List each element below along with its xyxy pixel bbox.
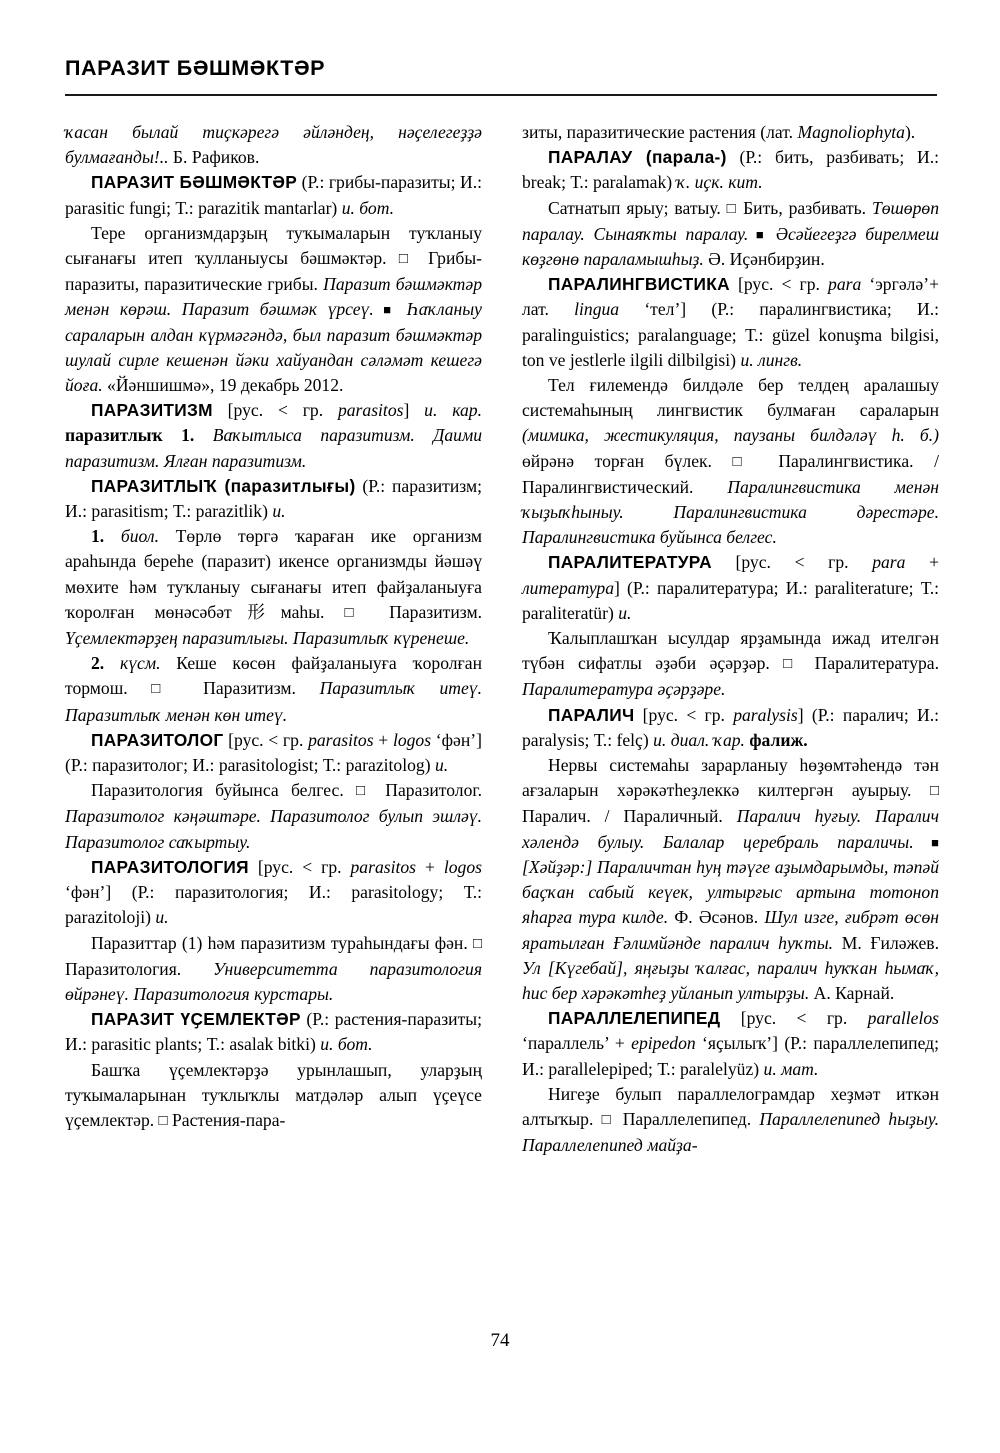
entry-block xyxy=(65,728,482,778)
entry-block xyxy=(65,398,482,474)
text-run: Башҡа үҫемлектәрҙә урынлашып, уларҙың туҡымаларынан туҡлыҡлы матдәләр алып үҫеүсе үҫемлектәр. xyxy=(65,1059,482,1130)
text-run: Паразитология. xyxy=(65,958,214,979)
entry-block xyxy=(522,272,939,373)
text-run: [рус. < гр. xyxy=(248,856,351,877)
text-run: (Р.: бить, разбивать; И.: break; Т.: paralamak) xyxy=(522,147,939,193)
text-run: Бить, разбивать. xyxy=(737,197,872,218)
entry-block xyxy=(65,524,482,651)
text-run: Паразит бәшмәктәр менән көрәш. Паразит бәшмәк үрсеү. xyxy=(65,274,482,320)
entry-block xyxy=(65,1058,482,1135)
headword: ПАРАЗИТОЛОГИЯ xyxy=(91,856,249,877)
text-run: биол. xyxy=(104,526,159,547)
text-run: □ xyxy=(732,453,758,470)
text-run: □ xyxy=(601,1111,615,1128)
text-run: ‘яҫылыҡ’] (Р.: параллелепипед; И.: parallelepiped; Т.: paralelyüz) xyxy=(522,1033,939,1079)
text-run: Паралич. / Параличный. xyxy=(522,806,737,827)
text-run: зиты, паразитические растения (лат. xyxy=(522,122,798,142)
text-run: ] xyxy=(403,400,425,421)
text-run: [рус. < гр. xyxy=(223,729,309,750)
text-run: Кеше көсөн файҙаланыуға ҡоролған тормош. xyxy=(65,653,482,699)
text-run: Шул изге, ғибрәт өсөн яратылған Ғәлимйәнде паралич һуҡты. xyxy=(522,907,939,953)
text-run: Паразиттар (1) һәм паразитизм тураһындағы фән. xyxy=(91,932,473,953)
text-run: и. xyxy=(155,907,169,928)
text-run: Паралитература. xyxy=(801,653,940,674)
text-run: Паралитература әҫәрҙәре. xyxy=(522,679,726,700)
entry-block xyxy=(522,1006,939,1082)
text-run: para xyxy=(872,552,906,573)
headword: ПАРАЛИЧ xyxy=(548,704,635,725)
text-run: (мимика, жестикуляция, паузаны билдәләү һ. б.) xyxy=(522,425,939,446)
text-run: и. xyxy=(434,755,449,776)
text-run: + xyxy=(905,552,939,573)
text-run: Ул [Күгебай], яңғыҙы ҡалғас, паралич һуҡҡан һымаҡ, һис бер хәрәкәтһеҙ уйланып ултырҙы. xyxy=(522,957,939,1003)
text-run: и. xyxy=(272,501,286,522)
text-run: Нервы системаһы зарарланыу һөҙөмтәһендә тән ағзаларын хәрәкәтһеҙлеккә килтергән ауырыу. xyxy=(522,755,939,801)
text-run: □ xyxy=(151,681,180,698)
running-head: ПАРАЗИТ БӘШМӘКТӘР xyxy=(65,56,326,80)
text-run: Параллелепипед. xyxy=(614,1108,760,1129)
text-run: ■ xyxy=(913,834,939,850)
text-run: Нигеҙе булып параллелограмдар хеҙмәт иткән алтыҡыр. xyxy=(522,1083,939,1129)
headword: ПАРАЛАУ (парала-) xyxy=(548,147,727,168)
text-run: parasitos xyxy=(350,856,417,877)
text-run: М. Ғиләжев. xyxy=(833,932,939,953)
entry-block xyxy=(522,626,939,703)
text-run: parasitos xyxy=(337,400,404,421)
page-number: 74 xyxy=(490,1330,510,1351)
text-run: Грибы-паразиты, паразитические грибы. xyxy=(65,248,482,295)
text-run: Тел ғилемендә билдәле бер телдең аралашыу системаһының лингвистик булмаған сараларын xyxy=(522,375,939,421)
two-column-body xyxy=(65,120,940,1305)
text-run: □ xyxy=(398,251,416,268)
text-run: ] (Р.: паралич; И.: paralysis; Т.: felç) xyxy=(522,704,939,750)
text-run: өйрәнә торған бүлек. xyxy=(522,450,733,471)
text-run: ■ xyxy=(748,226,776,242)
text-run: Төрлө төргә ҡараған ике организм араһында береһе (паразит) икенсе организмды йәшәү мөхите һәм туҡланыу сығанағы итеп файҙаланыуға ҡоролған мөнәсәбәт形маһы. xyxy=(65,526,482,622)
text-run: Растения-пара- xyxy=(167,1109,286,1130)
text-run: lingua xyxy=(574,299,620,320)
text-run: и. лингв. xyxy=(740,349,803,370)
text-run: Паралич һуғыу. Паралич хәлендә булыу. Балалар церебраль параличы. xyxy=(522,806,939,852)
text-run: parasitos xyxy=(308,729,374,750)
text-run: ‘тел’] (Р.: паралингвистика; И.: paralinguistics; paralanguage; Т.: güzel konuşma bilgisi, ton ve jestlerle ilgili dilbilgisi) xyxy=(522,299,939,370)
text-run: Ә. Иҫәнбирҙин. xyxy=(703,249,825,270)
text-run: □ xyxy=(344,604,370,621)
left-text-column xyxy=(65,120,482,1305)
entry-block xyxy=(522,373,939,550)
entry-block xyxy=(522,145,939,195)
entry-block xyxy=(522,1082,939,1159)
text-run: Паразитизм. xyxy=(369,601,482,622)
text-run: А. Карнай. xyxy=(809,982,895,1003)
text-run: ). xyxy=(904,122,916,142)
text-run: logos xyxy=(392,729,432,750)
headword: ПАРАЗИТ БӘШМӘКТӘР xyxy=(91,172,298,193)
headword: ПАРАЛИНГВИСТИКА xyxy=(548,274,730,295)
text-run: ‘фән’] (Р.: паразитология; И.: parasitology; Т.: parazitoloji) xyxy=(65,882,482,928)
text-run: паразитлыҡ 1. xyxy=(65,425,195,446)
text-run: 2. xyxy=(91,653,105,674)
entry-block xyxy=(522,120,939,145)
text-run: Һаҡланыу сараларын алдан күрмәгәндә, был паразит бәшмәктәр шулай сирле кешенән йәки хайуандан сәләмәт кешегә йоға. xyxy=(65,299,482,396)
text-run: Ф. Әсәнов. xyxy=(668,907,765,928)
headword: ПАРАЗИТЛЫҠ (паразитлығы) xyxy=(91,475,356,496)
text-run: Әсәйегеҙгә бирелмеш көҙгөнө параламышһыҙ. xyxy=(522,223,939,270)
text-run: «Йәншишмә», 19 декабрь 2012. xyxy=(102,375,344,396)
headword: ПАРАЗИТИЗМ xyxy=(91,400,213,421)
text-run: Ҡалыплашҡан ысулдар ярҙамында ижад ителгән түбән сифатлы әҙәби әҫәрҙәр. xyxy=(522,628,939,674)
text-run: ҡ. иҫк. кит. xyxy=(676,172,763,193)
text-run: Ваҡытлыса паразитизм. Даими паразитизм. Ялған паразитизм. xyxy=(65,425,482,471)
text-run: Университетта паразитология өйрәнеү. Паразитология курстары. xyxy=(65,958,483,1004)
entry-block xyxy=(65,120,482,170)
entry-block xyxy=(522,550,939,626)
text-run: фалиж. xyxy=(744,729,808,750)
text-run: Паразитология буйынса белгес. xyxy=(91,780,357,801)
text-run: [рус. < гр. xyxy=(729,274,829,295)
text-run: күсм. xyxy=(104,653,161,674)
text-run: [рус. < гр. xyxy=(711,552,873,573)
text-run: □ xyxy=(356,783,373,800)
text-run: 1. xyxy=(91,526,105,547)
text-run: Б. Рафиков. xyxy=(168,147,260,168)
text-run: Паразитлыҡ итеү. Паразитлыҡ менән көн итеү. xyxy=(65,678,482,725)
text-run: + xyxy=(373,729,393,750)
text-run: □ xyxy=(783,656,802,673)
text-run: Паразитолог кәңәштәре. Паразитолог булып эшләү. Паразитолог саҡыртыу. xyxy=(65,806,482,852)
text-run: Параллелепипед һыҙыу. Параллелепипед майҙа- xyxy=(522,1108,939,1156)
text-run: □ xyxy=(929,783,939,800)
text-run: и. бот. xyxy=(320,1034,373,1055)
text-run: и. кар. xyxy=(424,400,482,421)
text-run: и. xyxy=(618,602,632,623)
entry-block xyxy=(65,651,482,728)
text-run: + xyxy=(416,856,444,877)
text-run: и. мат. xyxy=(763,1058,819,1079)
entry-block xyxy=(65,170,482,220)
entry-block xyxy=(522,753,939,1006)
text-run: ‘параллель’ + xyxy=(522,1033,632,1054)
text-run: Паразитолог. xyxy=(372,780,482,801)
entry-block xyxy=(65,221,482,398)
text-run: parallelos xyxy=(867,1008,939,1029)
text-run: Үҫемлектәрҙең паразитлығы. Паразитлыҡ күренеше. xyxy=(65,628,470,649)
text-run: Төшөрөп паралау. Сынаяҡты паралау. xyxy=(522,197,939,244)
text-run: [Хәйҙәр:] Параличтан һуң тәүге аҙымдарымды, тәпәй баҫҡан сабый кеүек, ултырғыс артына тотоноп яһарға тура килде. xyxy=(522,856,939,928)
text-run: (Р.: паразитизм; И.: parasitism; Т.: parazitlik) xyxy=(65,475,482,522)
text-run: □ xyxy=(472,935,482,952)
text-run: [рус. < гр. xyxy=(212,400,338,421)
text-run: Паразитизм. xyxy=(179,678,320,699)
entry-block xyxy=(522,703,939,753)
text-run: Magnoliophyta xyxy=(797,122,905,142)
text-run: ‘эргәлә’+ лат. xyxy=(522,274,939,320)
text-run: (Р.: растения-паразиты; И.: parasitic plants; Т.: asalak bitki) xyxy=(65,1009,482,1055)
text-run: [рус. < гр. xyxy=(634,704,734,725)
text-run: ‘фән’] (Р.: паразитолог; И.: parasitologist; Т.: parazitolog) xyxy=(65,729,482,776)
headword: ПАРАЗИТ ҮҪЕМЛЕКТӘР xyxy=(91,1009,301,1030)
text-run: Паралингвистика. / Паралингвистический. xyxy=(522,450,939,497)
headword: ПАРАЛИТЕРАТУРА xyxy=(548,552,712,573)
text-run: Сатнатып ярыу; ватыу. xyxy=(548,197,727,218)
text-run: paralysis xyxy=(733,704,798,725)
entry-block xyxy=(65,931,482,1008)
text-run: и. бот. xyxy=(341,197,395,218)
text-run: □ xyxy=(158,1112,168,1129)
entry-block xyxy=(65,474,482,524)
text-run: Тере организмдарҙың туҡымаларын туҡланыу сығанағы итеп ҡулланыусы бәшмәктәр. xyxy=(65,222,482,269)
text-run: ҡасан былай тиҫкәрегә әйләндең, нәҫелегеҙҙә булмағанды!.. xyxy=(65,122,482,168)
text-run: и. диал. ҡар. xyxy=(653,729,745,750)
text-run: литература xyxy=(522,577,615,598)
text-run: epipedon xyxy=(631,1033,696,1054)
entry-block xyxy=(65,778,482,855)
text-run: Паралингвистика менән ҡыҙыҡһыныу. Паралингвистика дәрестәре. Паралингвистика буйынса белгес. xyxy=(522,476,939,548)
text-run: ■ xyxy=(373,302,407,318)
text-run: para xyxy=(828,274,862,295)
headword: ПАРАЛЛЕЛЕПИПЕД xyxy=(548,1008,721,1029)
text-run: [рус. < гр. xyxy=(720,1008,868,1029)
entry-block xyxy=(65,855,482,931)
text-run: logos xyxy=(443,856,482,877)
entry-block xyxy=(522,196,939,273)
headword: ПАРАЗИТОЛОГ xyxy=(91,729,224,750)
header-divider-rule xyxy=(65,94,937,96)
text-run: □ xyxy=(726,200,738,217)
text-run: ] (Р.: паралитература; И.: paraliterature; Т.: paraliteratür) xyxy=(522,577,939,623)
text-run: (Р.: грибы-паразиты; И.: parasitic fungi; Т.: parazitik mantarlar) xyxy=(65,172,482,218)
entry-block xyxy=(65,1007,482,1057)
right-text-column xyxy=(522,120,939,1305)
